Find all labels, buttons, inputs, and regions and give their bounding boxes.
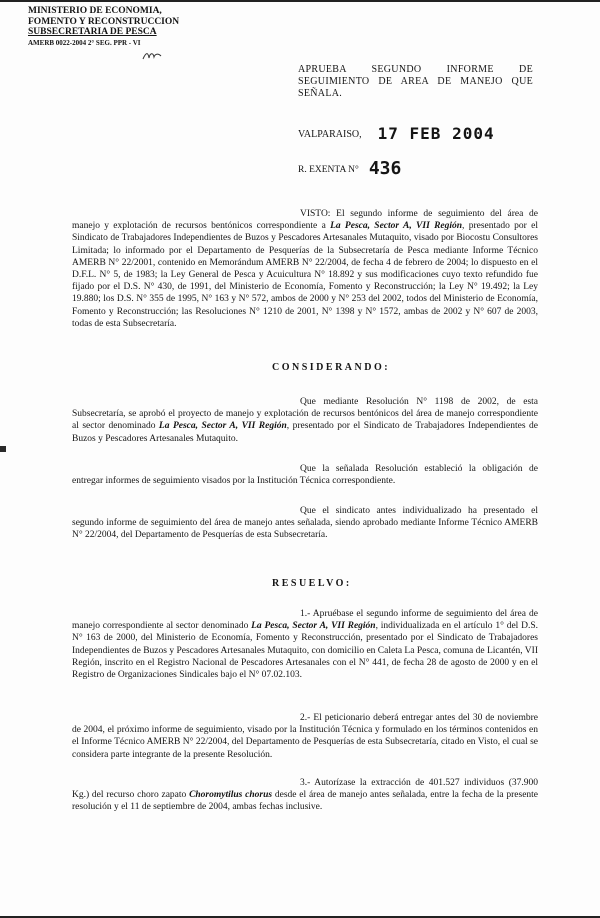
sector-name-italic: La Pesca, Sector A, VII Región (158, 421, 287, 432)
resolution-number-value: 436 (368, 158, 402, 179)
date-stamp: 17 FEB 2004 (377, 124, 495, 143)
handwritten-initials-icon (142, 50, 162, 62)
considerando-heading: CONSIDERANDO: (272, 362, 391, 373)
species-name-italic: Choromytilus chorus (189, 790, 273, 801)
subject-line: APRUEBA SEGUNDO INFORME DE SEGUIMIENTO DE AREA DE MANEJO QUE SEÑALA. (298, 64, 533, 99)
resolution-label: R. EXENTA N° (298, 165, 359, 175)
resuelvo-paragraph-3: 3.- Autorízase la extracción de 401.527 individuos (37.900 Kg.) del recurso choro zapato Choromytilus chorus desde el área de manejo antes señalada, entre la fecha de la presente resolución y el 11 de septiembre de 2004, ambas fechas inclusive. (72, 778, 539, 813)
visto-paragraph: VISTO: El segundo informe de seguimiento del área de manejo y explotación de recursos bentónicos correspondiente a La Pesca, Sector A, VII Región, presentado por el Sindicato de Trabajadores Independientes de Buzos y Pescadores Artesanales Mutaquito, visado por Biocostu Consultores Limitada; lo informado por el Departamento de Pesquerías de la Subsecretaría de Pesca mediante Informe Técnico AMERB N° 22/2001, contenido en Memorándum AMERB N° 22/2004, de fecha 4 de febrero de 2004; lo dispuesto en el D.F.L. N° 5, de 1983; la Ley General de Pesca y Acuicultura N° 18.892 y sus modificaciones cuyo texto refundido fue fijado por el D.S. N° 430, de 1991, del Ministerio de Economía, Fomento y Reconstrucción; la Ley N° 19.492; la Ley 19.880; los D.S. N° 355 de 1995, N° 163 y N° 572, ambos de 2000 y N° 253 del 2002, todos del Ministerio de Economía, Fomento y Reconstrucción; las Resoluciones N° 1210 de 2001, N° 1398 y N° 1572, ambas de 2002 y N° 607 de 2003, todas de esta Subsecretaría. (72, 209, 538, 329)
sector-name-italic: La Pesca, Sector A, VII Región (330, 221, 463, 232)
letterhead-ministry: MINISTERIO DE ECONOMIA, (28, 6, 162, 16)
considerando-paragraph-1: Que mediante Resolución N° 1198 de 2002, de esta Subsecretaría, se aprobó el proyecto de manejo y explotación de recursos bentónicos del área de manejo correspondiente al sector denominado La Pesca, Sector A, VII Región, presentado por el Sindicato de Trabajadores Independientes de Buzos y Pescadores Artesanales Mutaquito. (72, 397, 538, 444)
considerando-paragraph-2: Que la señalada Resolución estableció la obligación de entregar informes de seguimiento visados por la Institución Técnica correspondiente. (72, 464, 538, 487)
place-name: VALPARAISO, (298, 129, 362, 140)
scan-edge-top (0, 0, 600, 2)
resuelvo-heading: RESUELVO: (272, 578, 352, 589)
considerando-paragraph-3: Que el sindicato antes individualizado ha presentado el segundo informe de seguimiento del área de manejo antes señalada, siendo aprobado mediante Informe Técnico AMERB N° 22/2004, del Departamento de Pesquerías de esta Subsecretaría. (72, 506, 538, 541)
resolution-number (298, 158, 401, 179)
scan-margin-mark (0, 446, 6, 452)
letterhead-subsecretaria: SUBSECRETARIA DE PESCA (28, 27, 157, 37)
letterhead-ministry-cont: FOMENTO Y RECONSTRUCCION (28, 16, 180, 27)
sector-name-italic: La Pesca, Sector A, VII Región (251, 621, 376, 632)
resuelvo-paragraph-1: 1.- Apruébase el segundo informe de seguimiento del área de manejo correspondiente al sector denominado La Pesca, Sector A, VII Región, individualizada en el artículo 1° del D.S. N° 163 de 2000, del Ministerio de Economía, Fomento y Reconstrucción, presentado por el Sindicato de Trabajadores Independientes de Buzos y Pescadores Artesanales Mutaquito, con domicilio en Caleta La Pesca, comuna de Licantén, VII Región, inscrito en el Registro Nacional de Pescadores Artesanales con el N° 441, de fecha 28 de agosto de 2000 y en el Registro de Organizaciones Sindicales bajo el N° 07.02.103. (72, 609, 538, 681)
resuelvo-paragraph-2: 2.- El peticionario deberá entregar antes del 30 de noviembre de 2004, el próximo informe de seguimiento, visado por la Institución Técnica y formulado en los términos contenidos en el Informe Técnico AMERB N° 22/2004, del Departamento de Pesquerías de esta Subsecretaría, citado en Visto, el cual se considera parte integrante de la presente Resolución. (72, 713, 538, 760)
letterhead (28, 6, 188, 48)
place-date (298, 124, 495, 144)
letterhead-reference: AMERB 0022-2004 2° SEG. PPR - VI (28, 38, 141, 47)
